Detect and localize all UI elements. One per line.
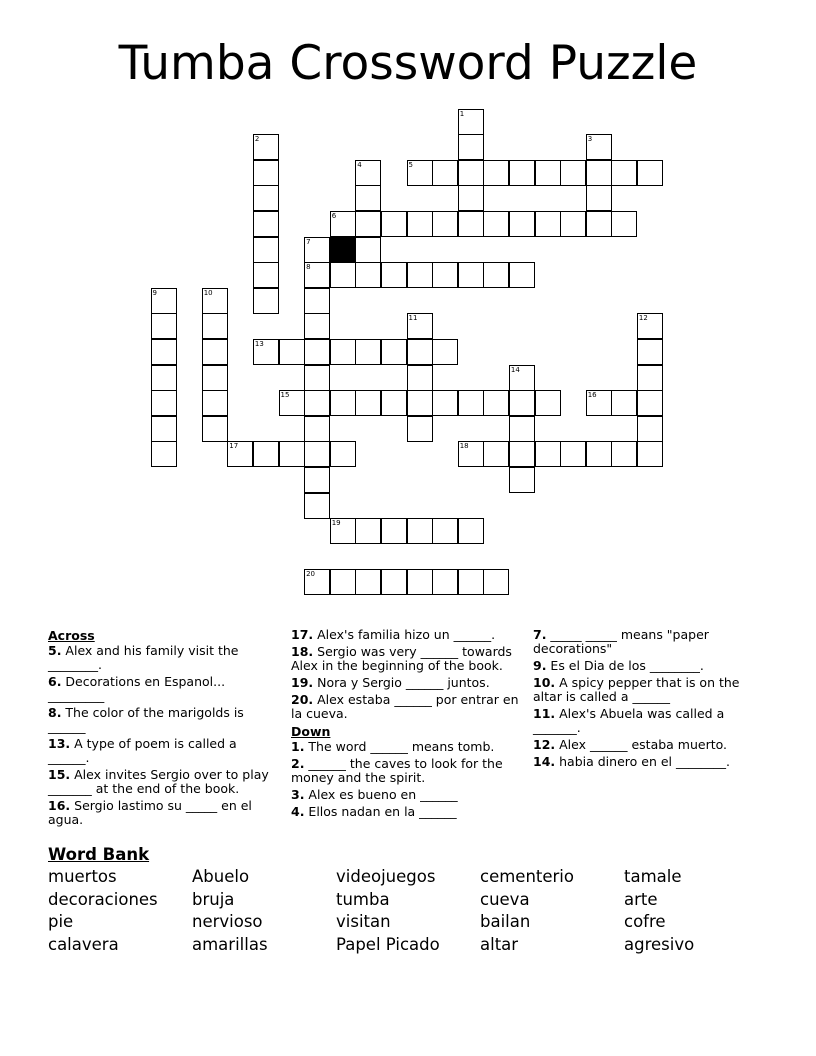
clue-text: Decorations en Espanol... _________ bbox=[48, 674, 226, 703]
grid-clue-number: 7 bbox=[306, 237, 311, 246]
grid-cell[interactable] bbox=[407, 339, 433, 365]
grid-cell[interactable] bbox=[355, 262, 381, 288]
word-bank-word: agresivo bbox=[624, 934, 695, 954]
grid-cell[interactable] bbox=[458, 569, 484, 595]
grid-cell[interactable] bbox=[304, 416, 330, 442]
grid-cell[interactable] bbox=[202, 339, 228, 365]
clue bbox=[291, 757, 526, 785]
grid-cell[interactable] bbox=[381, 569, 407, 595]
word-bank-word: tamale bbox=[624, 867, 682, 886]
grid-cell[interactable] bbox=[509, 262, 535, 288]
grid-cell[interactable] bbox=[611, 441, 637, 467]
grid-cell[interactable] bbox=[611, 211, 637, 237]
grid-cell[interactable] bbox=[637, 313, 663, 339]
clue-number: 18. bbox=[291, 644, 314, 659]
grid-cell[interactable] bbox=[458, 518, 484, 544]
clue-text: The color of the marigolds is ______ bbox=[48, 705, 244, 734]
clue-text: Alex's familia hizo un ______. bbox=[313, 627, 496, 642]
grid-clue-number: 14 bbox=[510, 365, 520, 374]
grid-cell[interactable] bbox=[381, 390, 407, 416]
grid-cell[interactable] bbox=[330, 390, 356, 416]
clue-number: 5. bbox=[48, 643, 62, 658]
grid-cell[interactable] bbox=[304, 288, 330, 314]
page-title: Tumba Crossword Puzzle bbox=[118, 36, 698, 91]
grid-cell[interactable] bbox=[151, 288, 177, 314]
grid-cell[interactable] bbox=[304, 313, 330, 339]
grid-cell[interactable] bbox=[432, 211, 458, 237]
grid-cell[interactable] bbox=[407, 211, 433, 237]
grid-cell[interactable] bbox=[202, 288, 228, 314]
down-clue-list bbox=[291, 740, 526, 819]
clue-text: habia dinero en el ________. bbox=[555, 754, 730, 769]
clue bbox=[48, 644, 276, 672]
word-bank-word: bailan bbox=[480, 912, 531, 932]
grid-cell[interactable] bbox=[407, 313, 433, 339]
grid-cell[interactable] bbox=[560, 160, 586, 186]
grid-cell[interactable] bbox=[330, 441, 356, 467]
word-bank-word: muertos bbox=[48, 867, 117, 886]
grid-cell[interactable] bbox=[304, 365, 330, 391]
clue bbox=[291, 805, 526, 819]
grid-cell[interactable] bbox=[279, 339, 305, 365]
grid-clue-number: 4 bbox=[357, 160, 362, 169]
word-bank-word: decoraciones bbox=[48, 889, 158, 909]
grid-cell[interactable] bbox=[483, 390, 509, 416]
clue-text: Sergio lastimo su _____ en el agua. bbox=[48, 798, 252, 827]
grid-clue-number: 13 bbox=[254, 339, 264, 348]
grid-cell[interactable] bbox=[407, 365, 433, 391]
grid-cell[interactable] bbox=[407, 569, 433, 595]
clue bbox=[291, 740, 526, 754]
clue bbox=[533, 755, 758, 769]
clue-number: 17. bbox=[291, 627, 314, 642]
clue bbox=[48, 799, 276, 827]
word-bank-word: arte bbox=[624, 889, 658, 909]
grid-cell[interactable] bbox=[253, 211, 279, 237]
grid-cell[interactable] bbox=[483, 211, 509, 237]
grid-cell[interactable] bbox=[458, 109, 484, 135]
grid-cell[interactable] bbox=[227, 441, 253, 467]
clue-number: 1. bbox=[291, 739, 305, 754]
grid-cell[interactable] bbox=[253, 160, 279, 186]
clue-text: A spicy pepper that is on the altar is called a ______ bbox=[533, 675, 740, 704]
grid-cell[interactable] bbox=[151, 313, 177, 339]
grid-cell[interactable] bbox=[407, 518, 433, 544]
grid-cell[interactable] bbox=[483, 262, 509, 288]
word-bank-list bbox=[48, 866, 788, 956]
grid-cell[interactable] bbox=[304, 441, 330, 467]
grid-cell[interactable] bbox=[509, 365, 535, 391]
clue-number: 8. bbox=[48, 705, 62, 720]
grid-clue-number: 1 bbox=[459, 109, 465, 118]
grid-cell[interactable] bbox=[253, 339, 279, 365]
grid-clue-number: 3 bbox=[587, 135, 593, 144]
grid-cell[interactable] bbox=[304, 467, 330, 493]
grid-cell[interactable] bbox=[253, 185, 279, 211]
grid-cell[interactable] bbox=[509, 390, 535, 416]
clue-text: Alex ______ estaba muerto. bbox=[555, 737, 728, 752]
grid-cell[interactable] bbox=[637, 160, 663, 186]
clue bbox=[48, 706, 276, 734]
grid-cell[interactable] bbox=[355, 390, 381, 416]
grid-clue-number: 5 bbox=[408, 160, 413, 169]
clue-text: A type of poem is called a ______. bbox=[48, 736, 237, 765]
grid-cell[interactable] bbox=[432, 262, 458, 288]
grid-clue-number: 11 bbox=[408, 314, 418, 323]
grid-cell[interactable] bbox=[509, 441, 535, 467]
clue-text: Alex's Abuela was called a _______. bbox=[533, 706, 725, 735]
grid-cell[interactable] bbox=[560, 211, 586, 237]
clue-text: _____ _____ means "paper decorations" bbox=[533, 627, 709, 656]
grid-cell[interactable] bbox=[202, 416, 228, 442]
grid-cell[interactable] bbox=[304, 493, 330, 519]
grid-cell[interactable] bbox=[458, 185, 484, 211]
grid-cell[interactable] bbox=[458, 211, 484, 237]
clue-number: 19. bbox=[291, 675, 314, 690]
grid-cell[interactable] bbox=[483, 569, 509, 595]
grid-cell[interactable] bbox=[509, 416, 535, 442]
grid-cell[interactable] bbox=[407, 160, 433, 186]
grid-clue-number: 9 bbox=[152, 288, 157, 297]
clue-number: 15. bbox=[48, 767, 71, 782]
grid-cell[interactable] bbox=[279, 390, 305, 416]
grid-cell[interactable] bbox=[355, 339, 381, 365]
grid-cell[interactable] bbox=[253, 288, 279, 314]
grid-cell[interactable] bbox=[458, 390, 484, 416]
clue-text: Alex es bueno en ______ bbox=[304, 787, 458, 802]
grid-cell[interactable] bbox=[637, 441, 663, 467]
grid-cell[interactable] bbox=[407, 416, 433, 442]
grid-cell[interactable] bbox=[151, 365, 177, 391]
word-bank-word: cementerio bbox=[480, 867, 574, 886]
grid-cell[interactable] bbox=[381, 518, 407, 544]
grid-cell[interactable] bbox=[637, 365, 663, 391]
grid-cell[interactable] bbox=[535, 441, 561, 467]
grid-cell[interactable] bbox=[279, 441, 305, 467]
clue bbox=[533, 659, 758, 673]
clue-number: 7. bbox=[533, 627, 547, 642]
word-bank-word: Abuelo bbox=[192, 867, 250, 886]
clue bbox=[291, 645, 526, 673]
grid-cell[interactable] bbox=[330, 518, 356, 544]
grid-clue-number: 19 bbox=[331, 519, 341, 528]
word-bank-word: Papel Picado bbox=[336, 934, 440, 954]
grid-clue-number: 8 bbox=[306, 263, 311, 272]
grid-cell[interactable] bbox=[381, 262, 407, 288]
grid-cell[interactable] bbox=[407, 390, 433, 416]
clues-column-2 bbox=[291, 628, 526, 822]
word-bank-word: videojuegos bbox=[336, 867, 436, 886]
clue-text: The word ______ means tomb. bbox=[304, 739, 495, 754]
grid-cell[interactable] bbox=[509, 160, 535, 186]
grid-cell[interactable] bbox=[637, 416, 663, 442]
grid-cell[interactable] bbox=[560, 441, 586, 467]
grid-cell[interactable] bbox=[432, 339, 458, 365]
clue-text: Nora y Sergio ______ juntos. bbox=[313, 675, 490, 690]
grid-cell[interactable] bbox=[330, 339, 356, 365]
grid-cell[interactable] bbox=[458, 441, 484, 467]
clue-number: 20. bbox=[291, 692, 314, 707]
grid-cell[interactable] bbox=[432, 390, 458, 416]
across-header: Across bbox=[48, 628, 95, 643]
grid-cell[interactable] bbox=[637, 390, 663, 416]
grid-clue-number: 6 bbox=[331, 211, 337, 220]
word-bank-word: cueva bbox=[480, 889, 530, 909]
clue bbox=[533, 738, 758, 752]
grid-cell[interactable] bbox=[330, 569, 356, 595]
clue-number: 6. bbox=[48, 674, 62, 689]
grid-cell[interactable] bbox=[202, 365, 228, 391]
word-bank-word: tumba bbox=[336, 889, 390, 909]
grid-cell[interactable] bbox=[330, 211, 356, 237]
grid-clue-number: 17 bbox=[229, 442, 239, 451]
clue-text: Es el Dia de los ________. bbox=[546, 658, 704, 673]
word-bank-word: pie bbox=[48, 912, 74, 932]
grid-cell[interactable] bbox=[535, 211, 561, 237]
word-bank-word: altar bbox=[480, 934, 519, 954]
grid-cell[interactable] bbox=[432, 518, 458, 544]
grid-cell[interactable] bbox=[355, 160, 381, 186]
grid-cell[interactable] bbox=[381, 339, 407, 365]
grid-cell[interactable] bbox=[253, 134, 279, 160]
clue bbox=[48, 737, 276, 765]
grid-cell[interactable] bbox=[253, 237, 279, 263]
clue-number: 4. bbox=[291, 804, 305, 819]
clue-text: Alex invites Sergio over to play _______ at the end of the book. bbox=[48, 767, 269, 796]
clue-number: 12. bbox=[533, 737, 556, 752]
clue bbox=[533, 707, 758, 735]
clue-text: Sergio was very ______ towards Alex in the beginning of the book. bbox=[291, 644, 512, 673]
word-bank-word: bruja bbox=[192, 889, 235, 909]
grid-cell[interactable] bbox=[586, 134, 612, 160]
grid-cell[interactable] bbox=[304, 262, 330, 288]
grid-cell[interactable] bbox=[202, 390, 228, 416]
across-clue-list bbox=[48, 644, 276, 827]
word-bank-word: cofre bbox=[624, 912, 666, 932]
grid-cell[interactable] bbox=[253, 441, 279, 467]
grid-cell[interactable] bbox=[432, 569, 458, 595]
grid-cell[interactable] bbox=[509, 467, 535, 493]
grid-cell[interactable] bbox=[483, 160, 509, 186]
grid-cell[interactable] bbox=[432, 160, 458, 186]
word-bank-word: amarillas bbox=[192, 934, 268, 954]
clue bbox=[291, 628, 526, 642]
clue-text: ______ the caves to look for the money and the spirit. bbox=[291, 756, 503, 785]
grid-cell[interactable] bbox=[355, 569, 381, 595]
grid-cell[interactable] bbox=[458, 160, 484, 186]
grid-cell[interactable] bbox=[381, 211, 407, 237]
grid-cell[interactable] bbox=[611, 160, 637, 186]
clue-number: 16. bbox=[48, 798, 71, 813]
clue bbox=[291, 693, 526, 721]
grid-cell[interactable] bbox=[586, 160, 612, 186]
grid-cell[interactable] bbox=[483, 441, 509, 467]
grid-cell[interactable] bbox=[355, 518, 381, 544]
grid-clue-number: 20 bbox=[306, 570, 316, 579]
grid-cell[interactable] bbox=[535, 390, 561, 416]
grid-clue-number: 10 bbox=[203, 288, 213, 297]
across-clue-list-continued bbox=[291, 628, 526, 721]
grid-cell[interactable] bbox=[611, 390, 637, 416]
grid-cell[interactable] bbox=[458, 134, 484, 160]
grid-clue-number: 18 bbox=[459, 442, 469, 451]
clues-column-3 bbox=[533, 628, 758, 772]
grid-cell[interactable] bbox=[151, 441, 177, 467]
grid-cell[interactable] bbox=[253, 262, 279, 288]
grid-cell[interactable] bbox=[355, 237, 381, 263]
clues-column-1 bbox=[48, 628, 276, 830]
down-header: Down bbox=[291, 724, 331, 739]
word-bank-word: calavera bbox=[48, 934, 119, 954]
word-bank-title: Word Bank bbox=[48, 845, 150, 864]
clue bbox=[533, 628, 758, 656]
grid-clue-number: 2 bbox=[254, 135, 260, 144]
grid-cell[interactable] bbox=[330, 262, 356, 288]
grid-cell[interactable] bbox=[202, 313, 228, 339]
grid-cell[interactable] bbox=[535, 160, 561, 186]
grid-cell[interactable] bbox=[304, 390, 330, 416]
grid-cell[interactable] bbox=[509, 211, 535, 237]
grid-cell[interactable] bbox=[151, 339, 177, 365]
clue-number: 13. bbox=[48, 736, 71, 751]
grid-cell[interactable] bbox=[458, 262, 484, 288]
clue-number: 14. bbox=[533, 754, 556, 769]
word-bank bbox=[48, 844, 788, 956]
grid-cell[interactable] bbox=[637, 339, 663, 365]
clue bbox=[48, 675, 276, 703]
clue-number: 9. bbox=[533, 658, 547, 673]
clue bbox=[533, 676, 758, 704]
clue-number: 2. bbox=[291, 756, 305, 771]
grid-clue-number: 16 bbox=[587, 391, 597, 400]
clue-number: 10. bbox=[533, 675, 556, 690]
clue bbox=[48, 768, 276, 796]
clue-number: 3. bbox=[291, 787, 305, 802]
grid-cell[interactable] bbox=[304, 339, 330, 365]
clue bbox=[291, 676, 526, 690]
grid-clue-number: 12 bbox=[638, 314, 648, 323]
grid-cell[interactable] bbox=[586, 441, 612, 467]
grid-cell[interactable] bbox=[355, 211, 381, 237]
grid-cell[interactable] bbox=[586, 390, 612, 416]
grid-cell[interactable] bbox=[586, 185, 612, 211]
grid-block-cell bbox=[330, 237, 356, 263]
word-bank-word: visitan bbox=[336, 912, 391, 932]
grid-clue-number: 15 bbox=[280, 391, 290, 400]
clue-number: 11. bbox=[533, 706, 556, 721]
grid-cell[interactable] bbox=[355, 185, 381, 211]
grid-cell[interactable] bbox=[586, 211, 612, 237]
down-clue-list-continued bbox=[533, 628, 758, 769]
grid-cell[interactable] bbox=[304, 237, 330, 263]
clue-text: Ellos nadan en la ______ bbox=[304, 804, 457, 819]
grid-cell[interactable] bbox=[151, 390, 177, 416]
grid-cell[interactable] bbox=[407, 262, 433, 288]
grid-cell[interactable] bbox=[151, 416, 177, 442]
word-bank-word: nervioso bbox=[192, 912, 263, 932]
clue-text: Alex estaba ______ por entrar en la cueva. bbox=[291, 692, 519, 721]
grid-cell[interactable] bbox=[304, 569, 330, 595]
clue-text: Alex and his family visit the ________. bbox=[48, 643, 239, 672]
clue bbox=[291, 788, 526, 802]
